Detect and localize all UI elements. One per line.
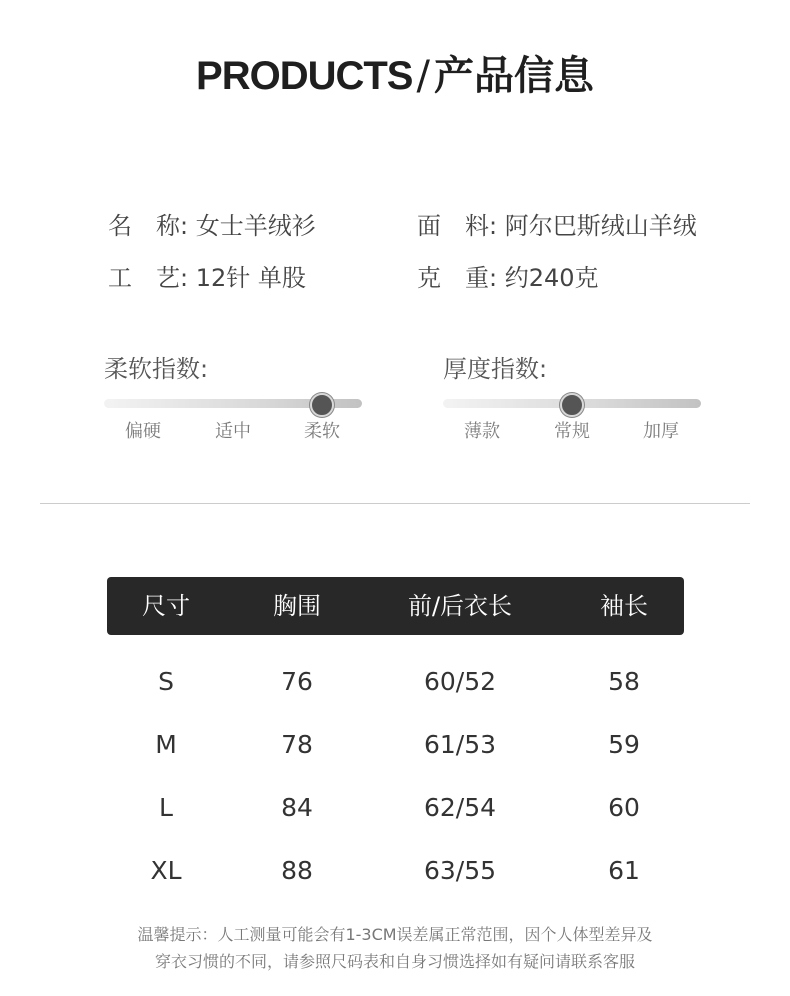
cell-length: 60/52 <box>423 667 497 696</box>
softness-tick-hard: 偏硬 <box>125 421 161 442</box>
info-craft-label: 工 艺: <box>108 264 189 292</box>
note-line-2: 穿衣习惯的不同，请参照尺码表和自身习惯选择如有疑问请联系客服 <box>154 952 635 971</box>
cell-chest: 88 <box>281 856 313 885</box>
cell-length: 62/54 <box>423 793 497 822</box>
thickness-label: 厚度指数: <box>443 355 548 383</box>
cell-sleeve: 59 <box>608 730 640 759</box>
info-fabric-label: 面 料: <box>417 212 498 240</box>
info-craft <box>108 261 306 295</box>
header-length: 前/后衣长 <box>407 592 513 620</box>
info-name-value: 女士羊绒衫 <box>195 212 316 240</box>
size-table-header <box>107 577 684 635</box>
softness-tick-medium: 适中 <box>215 421 251 442</box>
header-size: 尺寸 <box>142 592 190 620</box>
info-name-label: 名 称: <box>108 212 189 240</box>
cell-size: M <box>155 730 177 759</box>
header-sleeve: 袖长 <box>600 592 648 620</box>
cell-size: S <box>158 667 174 696</box>
thickness-tick-thick: 加厚 <box>643 421 679 442</box>
cell-size: L <box>159 793 173 822</box>
cell-length: 63/55 <box>423 856 497 885</box>
cell-sleeve: 58 <box>608 667 640 696</box>
cell-length: 61/53 <box>423 730 497 759</box>
section-divider <box>40 503 750 504</box>
cell-chest: 78 <box>281 730 313 759</box>
page-title <box>0 48 790 104</box>
softness-label: 柔软指数: <box>104 355 209 383</box>
header-chest: 胸围 <box>273 592 321 620</box>
info-weight-label: 克 重: <box>417 264 498 292</box>
cell-size: XL <box>150 856 182 885</box>
softness-slider-knob <box>310 393 334 417</box>
cell-sleeve: 60 <box>608 793 640 822</box>
title-separator: / <box>416 53 430 99</box>
info-weight <box>417 261 599 295</box>
cell-chest: 76 <box>281 667 313 696</box>
info-craft-value: 12针 单股 <box>195 264 306 292</box>
note-line-1: 温馨提示：人工测量可能会有1-3CM误差属正常范围，因个人体型差异及 <box>137 925 653 944</box>
info-weight-value: 约240克 <box>504 264 599 292</box>
title-cn: 产品信息 <box>433 53 594 99</box>
cell-sleeve: 61 <box>608 856 640 885</box>
info-fabric-value: 阿尔巴斯绒山羊绒 <box>504 212 697 240</box>
cell-chest: 84 <box>281 793 313 822</box>
thickness-tick-regular: 常规 <box>554 421 590 442</box>
info-fabric <box>417 209 697 243</box>
info-name <box>108 209 316 243</box>
softness-tick-soft: 柔软 <box>304 421 340 442</box>
thickness-slider-knob <box>560 393 584 417</box>
thickness-tick-thin: 薄款 <box>464 421 500 442</box>
title-en: PRODUCTS <box>196 54 413 98</box>
